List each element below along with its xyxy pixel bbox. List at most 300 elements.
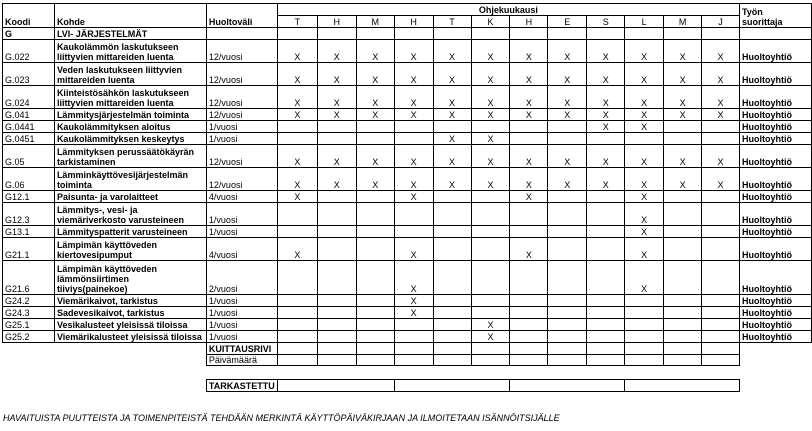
row-month-cell (510, 261, 548, 295)
row-month-mark: X (471, 63, 510, 86)
row-month-mark: X (510, 145, 548, 168)
row-month-cell (433, 226, 471, 238)
row-month-cell (702, 319, 740, 331)
row-month-cell (277, 319, 317, 331)
row-month-cell (702, 238, 740, 261)
row-month-cell (664, 307, 702, 319)
row-month-mark: X (394, 86, 433, 109)
row-month-mark: X (625, 261, 664, 295)
row-month-cell (356, 331, 394, 343)
row-month-cell (317, 307, 356, 319)
row-target (54, 133, 206, 145)
row-month-cell (277, 261, 317, 295)
header-code: Koodi (3, 4, 55, 28)
row-target (54, 63, 206, 86)
row-month-mark: X (548, 40, 587, 63)
month-header: T (433, 16, 471, 28)
row-month-cell (471, 226, 510, 238)
kuittaus-cell (548, 343, 587, 355)
section-month-cell (394, 28, 433, 40)
row-month-mark: X (277, 168, 317, 191)
row-month-cell (317, 121, 356, 133)
row-performer: Huoltoyhtiö (739, 295, 811, 307)
kuittaus-date-cell (625, 355, 664, 366)
row-month-cell (356, 226, 394, 238)
row-month-mark: X (433, 109, 471, 121)
row-month-cell (664, 331, 702, 343)
kuittaus-date-cell (664, 355, 702, 366)
row-month-mark: X (625, 226, 664, 238)
tarkastettu-cell (394, 380, 510, 392)
row-month-cell (433, 203, 471, 226)
row-performer: Huoltoyhtiö (739, 109, 811, 121)
row-month-mark: X (548, 109, 587, 121)
row-month-mark: X (510, 63, 548, 86)
row-month-cell (433, 307, 471, 319)
row-month-cell (356, 319, 394, 331)
row-month-cell (587, 331, 625, 343)
row-month-mark: X (277, 238, 317, 261)
row-month-mark: X (394, 40, 433, 63)
row-month-mark: X (394, 295, 433, 307)
row-month-cell (702, 307, 740, 319)
row-code: G.0451 (3, 133, 55, 145)
row-month-cell (702, 226, 740, 238)
kuittaus-cell (587, 343, 625, 355)
row-code: G13.1 (3, 226, 55, 238)
row-month-cell (317, 203, 356, 226)
row-month-mark: X (587, 145, 625, 168)
kuittaus-cell (510, 343, 548, 355)
row-month-cell (356, 121, 394, 133)
row-month-cell (664, 295, 702, 307)
row-interval: 1/vuosi (206, 226, 277, 238)
row-month-mark: X (548, 168, 587, 191)
row-target-line: liittyvien mittareiden luenta (56, 52, 174, 62)
table-row (3, 331, 812, 343)
row-interval: 1/vuosi (206, 203, 277, 226)
row-month-cell (433, 191, 471, 203)
section-month-cell (702, 28, 740, 40)
kuittaus-date-cell (587, 355, 625, 366)
row-code: G.024 (3, 86, 55, 109)
row-month-cell (471, 203, 510, 226)
row-target (54, 191, 206, 203)
row-interval: 1/vuosi (206, 121, 277, 133)
row-target-line: Lämmityksen perussäätökäyrän (56, 147, 195, 157)
row-month-mark: X (510, 86, 548, 109)
row-month-mark: X (702, 40, 740, 63)
kuittaus-date-cell (394, 355, 433, 366)
kuittaus-cell (317, 343, 356, 355)
row-month-mark: X (356, 109, 394, 121)
row-interval: 12/vuosi (206, 86, 277, 109)
row-month-mark: X (625, 86, 664, 109)
month-header: H (510, 16, 548, 28)
row-month-cell (471, 261, 510, 295)
kuittaus-date-cell (510, 355, 548, 366)
row-month-cell (356, 261, 394, 295)
kuittaus-date-cell (548, 355, 587, 366)
row-target-line: Kaukolämmön laskutukseen (56, 42, 179, 52)
row-performer: Huoltoyhtiö (739, 238, 811, 261)
row-month-cell (548, 331, 587, 343)
table-row (3, 203, 812, 226)
row-month-mark: X (625, 168, 664, 191)
row-month-cell (433, 331, 471, 343)
row-performer: Huoltoyhtiö (739, 63, 811, 86)
row-interval: 4/vuosi (206, 238, 277, 261)
kuittaus-cell (625, 343, 664, 355)
row-month-cell (702, 331, 740, 343)
table-row (3, 133, 812, 145)
row-performer: Huoltoyhtiö (739, 121, 811, 133)
row-month-mark: X (317, 145, 356, 168)
row-month-mark: X (433, 145, 471, 168)
table-row (3, 238, 812, 261)
row-month-cell (548, 121, 587, 133)
row-month-mark: X (317, 109, 356, 121)
row-month-mark: X (471, 319, 510, 331)
row-target (54, 319, 206, 331)
row-month-mark: X (394, 109, 433, 121)
row-target-line: tiiviys(painekoe) (56, 284, 128, 294)
row-month-cell (317, 319, 356, 331)
row-month-cell (548, 203, 587, 226)
row-month-cell (587, 307, 625, 319)
header-row (3, 4, 812, 16)
row-month-mark: X (394, 307, 433, 319)
row-month-cell (433, 295, 471, 307)
row-target-line: Lämmitys-, vesi- ja (56, 205, 138, 215)
row-interval: 4/vuosi (206, 191, 277, 203)
row-code: G.05 (3, 145, 55, 168)
row-month-cell (587, 226, 625, 238)
section-performer-blank (739, 28, 811, 40)
row-month-mark: X (548, 63, 587, 86)
tarkastettu-cell (625, 380, 740, 392)
row-code: G21.1 (3, 238, 55, 261)
row-month-mark: X (356, 40, 394, 63)
row-month-cell (548, 319, 587, 331)
row-target (54, 168, 206, 191)
row-month-cell (277, 226, 317, 238)
row-month-mark: X (664, 63, 702, 86)
row-month-mark: X (356, 168, 394, 191)
row-month-mark: X (702, 86, 740, 109)
row-month-mark: X (510, 238, 548, 261)
month-header: E (548, 16, 587, 28)
row-month-mark: X (625, 109, 664, 121)
row-month-mark: X (625, 121, 664, 133)
row-month-cell (394, 133, 433, 145)
row-target-line: Sadevesikaivot, tarkistus (56, 308, 165, 318)
row-month-cell (356, 295, 394, 307)
month-header: T (277, 16, 317, 28)
row-target-line: toiminta (56, 180, 92, 190)
row-target (54, 203, 206, 226)
section-month-cell (433, 28, 471, 40)
section-code: G (3, 28, 55, 40)
month-header: H (317, 16, 356, 28)
kuittaus-date-row (3, 355, 812, 366)
row-month-cell (277, 121, 317, 133)
row-month-cell (625, 133, 664, 145)
row-code: G21.6 (3, 261, 55, 295)
row-month-cell (702, 133, 740, 145)
row-month-cell (702, 121, 740, 133)
row-month-cell (471, 121, 510, 133)
row-performer: Huoltoyhtiö (739, 40, 811, 63)
row-month-mark: X (317, 40, 356, 63)
header-performer-line1: Työn (741, 7, 763, 17)
row-month-cell (317, 331, 356, 343)
row-month-cell (664, 261, 702, 295)
row-month-mark: X (548, 86, 587, 109)
row-interval: 12/vuosi (206, 63, 277, 86)
section-month-cell (548, 28, 587, 40)
table-row (3, 261, 812, 295)
row-interval: 1/vuosi (206, 133, 277, 145)
kuittaus-cell (702, 343, 740, 355)
row-month-mark: X (433, 63, 471, 86)
row-performer: Huoltoyhtiö (739, 261, 811, 295)
row-month-mark: X (471, 331, 510, 343)
row-code: G.041 (3, 109, 55, 121)
row-month-cell (664, 133, 702, 145)
month-header: L (625, 16, 664, 28)
row-month-mark: X (664, 86, 702, 109)
row-target-line: Lämpimän käyttöveden (56, 264, 157, 274)
row-code: G25.1 (3, 319, 55, 331)
row-target (54, 331, 206, 343)
row-month-cell (394, 331, 433, 343)
row-month-mark: X (471, 40, 510, 63)
row-month-cell (510, 133, 548, 145)
row-month-mark: X (510, 168, 548, 191)
table-row (3, 145, 812, 168)
row-month-cell (548, 133, 587, 145)
row-month-mark: X (625, 145, 664, 168)
row-month-mark: X (587, 63, 625, 86)
section-month-cell (471, 28, 510, 40)
section-month-cell (510, 28, 548, 40)
row-month-cell (548, 307, 587, 319)
row-month-cell (587, 238, 625, 261)
row-month-cell (625, 319, 664, 331)
kuittaus-cell (664, 343, 702, 355)
row-code: G24.3 (3, 307, 55, 319)
row-month-cell (277, 133, 317, 145)
row-month-mark: X (433, 133, 471, 145)
row-month-cell (471, 191, 510, 203)
row-target (54, 295, 206, 307)
row-month-mark: X (664, 109, 702, 121)
row-month-mark: X (394, 191, 433, 203)
row-month-mark: X (433, 40, 471, 63)
row-target (54, 109, 206, 121)
row-month-cell (548, 238, 587, 261)
row-month-cell (702, 295, 740, 307)
row-target-line: liittyvien mittareiden luenta (56, 98, 174, 108)
row-month-cell (664, 226, 702, 238)
row-month-cell (317, 133, 356, 145)
row-code: G12.1 (3, 191, 55, 203)
tarkastettu-spacer (3, 380, 207, 392)
row-month-cell (510, 295, 548, 307)
kuittaus-date-cell (277, 355, 317, 366)
row-interval: 12/vuosi (206, 168, 277, 191)
kuittaus-date-cell (471, 355, 510, 366)
table-row (3, 191, 812, 203)
row-code: G.022 (3, 40, 55, 63)
row-month-mark: X (702, 145, 740, 168)
row-month-cell (587, 133, 625, 145)
row-performer: Huoltoyhtiö (739, 319, 811, 331)
row-month-mark: X (433, 168, 471, 191)
row-month-mark: X (394, 168, 433, 191)
row-month-mark: X (510, 191, 548, 203)
kuittaus-cell (356, 343, 394, 355)
row-target (54, 121, 206, 133)
section-title: LVI- JÄRJESTELMÄT (54, 28, 206, 40)
row-month-mark: X (277, 145, 317, 168)
row-month-cell (548, 191, 587, 203)
row-month-mark: X (394, 63, 433, 86)
row-month-mark: X (625, 238, 664, 261)
row-target (54, 86, 206, 109)
row-target-line: Vesikalusteet yleisissä tiloissa (56, 320, 188, 330)
row-month-cell (317, 261, 356, 295)
row-month-cell (548, 261, 587, 295)
row-month-mark: X (702, 109, 740, 121)
row-month-cell (394, 226, 433, 238)
row-code: G12.3 (3, 203, 55, 226)
row-month-mark: X (587, 40, 625, 63)
row-code: G.023 (3, 63, 55, 86)
row-month-cell (510, 121, 548, 133)
row-target-line: Veden laskutukseen liittyvien (56, 65, 182, 75)
row-month-mark: X (625, 191, 664, 203)
row-month-mark: X (277, 63, 317, 86)
kuittaus-cell (394, 343, 433, 355)
header-performer-line2: suorittaja (741, 17, 783, 27)
month-header: H (394, 16, 433, 28)
header-target: Kohde (54, 4, 206, 28)
row-month-mark: X (625, 40, 664, 63)
row-target-line: Lämminkäyttövesijärjestelmän (56, 170, 188, 180)
row-month-mark: X (356, 86, 394, 109)
row-performer: Huoltoyhtiö (739, 86, 811, 109)
row-month-mark: X (471, 133, 510, 145)
kuittaus-title: KUITTAUSRIVI (206, 343, 277, 355)
table-row (3, 109, 812, 121)
row-target (54, 238, 206, 261)
row-month-mark: X (510, 109, 548, 121)
row-target-line: Viemärikalusteet yleisissä tiloissa (56, 332, 202, 342)
section-month-cell (625, 28, 664, 40)
kuittaus-right-spacer (739, 355, 811, 366)
kuittaus-date-cell (356, 355, 394, 366)
kuittaus-cell (277, 343, 317, 355)
row-target (54, 145, 206, 168)
row-performer: Huoltoyhtiö (739, 331, 811, 343)
row-month-cell (317, 226, 356, 238)
row-month-cell (664, 319, 702, 331)
table-row (3, 168, 812, 191)
row-month-mark: X (277, 40, 317, 63)
kuittaus-date-label: Päivämäärä (206, 355, 277, 366)
row-interval: 1/vuosi (206, 295, 277, 307)
kuittaus-date-cell (317, 355, 356, 366)
row-month-mark: X (587, 86, 625, 109)
section-row (3, 28, 812, 40)
row-month-cell (433, 261, 471, 295)
row-month-cell (277, 203, 317, 226)
kuittaus-spacer (3, 343, 207, 355)
row-interval: 2/vuosi (206, 261, 277, 295)
row-month-mark: X (356, 145, 394, 168)
row-target (54, 40, 206, 63)
month-header: S (587, 16, 625, 28)
row-month-cell (277, 331, 317, 343)
month-header: M (664, 16, 702, 28)
section-month-cell (317, 28, 356, 40)
section-blank (206, 28, 277, 40)
row-month-cell (548, 226, 587, 238)
header-interval: Huoltoväli (206, 4, 277, 28)
tarkastettu-label: TARKASTETTU (206, 380, 277, 392)
row-month-cell (625, 295, 664, 307)
kuittaus-cell (433, 343, 471, 355)
row-month-cell (510, 226, 548, 238)
table-row (3, 319, 812, 331)
month-header: M (356, 16, 394, 28)
tarkastettu-row (3, 380, 812, 392)
row-interval: 1/vuosi (206, 307, 277, 319)
tarkastettu-right-spacer (739, 380, 811, 392)
row-month-cell (664, 238, 702, 261)
row-target-line: Paisunta- ja varolaitteet (56, 192, 158, 202)
row-month-cell (394, 203, 433, 226)
section-month-cell (587, 28, 625, 40)
row-target-line: mittareiden luenta (56, 75, 135, 85)
row-interval: 1/vuosi (206, 331, 277, 343)
kuittaus-row (3, 343, 812, 355)
table-row (3, 86, 812, 109)
row-month-mark: X (394, 238, 433, 261)
row-code: G25.2 (3, 331, 55, 343)
table-row (3, 63, 812, 86)
row-month-cell (664, 191, 702, 203)
row-month-mark: X (587, 109, 625, 121)
row-month-mark: X (702, 168, 740, 191)
table-row (3, 307, 812, 319)
row-month-mark: X (356, 63, 394, 86)
row-target-line: Lämmityspatterit varusteineen (56, 227, 188, 237)
row-code: G24.2 (3, 295, 55, 307)
row-month-cell (433, 121, 471, 133)
month-header: K (471, 16, 510, 28)
row-performer: Huoltoyhtiö (739, 191, 811, 203)
row-month-cell (394, 319, 433, 331)
row-month-mark: X (625, 203, 664, 226)
row-month-mark: X (664, 40, 702, 63)
row-performer: Huoltoyhtiö (739, 307, 811, 319)
row-performer: Huoltoyhtiö (739, 133, 811, 145)
row-month-cell (587, 191, 625, 203)
row-performer: Huoltoyhtiö (739, 168, 811, 191)
